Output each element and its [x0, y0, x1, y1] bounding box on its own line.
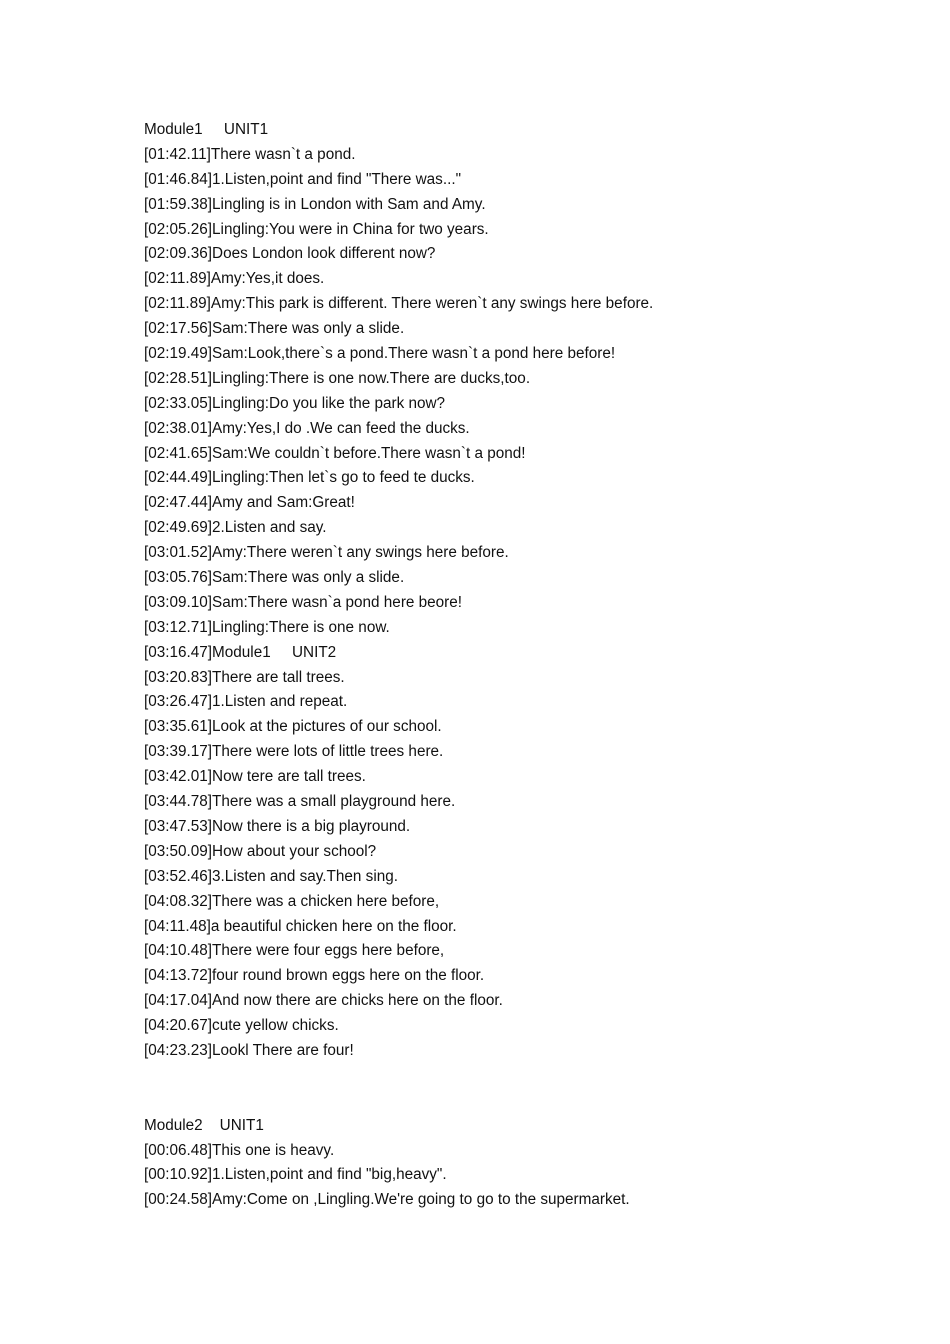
transcript-line: [03:44.78]There was a small playground here. [144, 793, 456, 811]
transcript-content [144, 118, 904, 1213]
transcript-line: [02:38.01]Amy:Yes,I do .We can feed the ducks. [144, 419, 470, 437]
transcript-line: [03:39.17]There were lots of little trees here. [144, 743, 444, 761]
transcript-line: [02:11.89]Amy:This park is different. There weren`t any swings here before. [144, 295, 654, 313]
transcript-line: [03:35.61]Look at the pictures of our school. [144, 718, 442, 736]
transcript-line: [02:05.26]Lingling:You were in China for two years. [144, 220, 489, 238]
transcript-line: [01:46.84]1.Listen,point and find "There was..." [144, 170, 461, 188]
transcript-line: [00:24.58]Amy:Come on ,Lingling.We're going to go to the supermarket. [144, 1191, 630, 1209]
transcript-line: [02:33.05]Lingling:Do you like the park now? [144, 394, 446, 412]
section-heading: Module2 UNIT1 [144, 1116, 264, 1134]
transcript-line: [03:20.83]There are tall trees. [144, 668, 345, 686]
transcript-line: [02:41.65]Sam:We couldn`t before.There wasn`t a pond! [144, 444, 526, 462]
transcript-line: [03:47.53]Now there is a big playround. [144, 817, 411, 835]
transcript-line: [02:44.49]Lingling:Then let`s go to feed te ducks. [144, 469, 475, 487]
transcript-line: [02:47.44]Amy and Sam:Great! [144, 494, 355, 512]
transcript-line: [03:26.47]1.Listen and repeat. [144, 693, 348, 711]
transcript-line: [04:20.67]cute yellow chicks. [144, 1017, 339, 1035]
transcript-line: [04:10.48]There were four eggs here before, [144, 942, 445, 960]
transcript-line: [01:42.11]There wasn`t a pond. [144, 145, 356, 163]
transcript-line: [03:42.01]Now tere are tall trees. [144, 768, 366, 786]
transcript-line: [03:16.47]Module1 UNIT2 [144, 643, 337, 661]
transcript-line: [00:10.92]1.Listen,point and find "big,heavy". [144, 1166, 447, 1184]
transcript-line: [04:11.48]a beautiful chicken here on the floor. [144, 917, 457, 935]
transcript-line: [01:59.38]Lingling is in London with Sam and Amy. [144, 195, 486, 213]
transcript-line: [02:09.36]Does London look different now? [144, 245, 436, 263]
transcript-line: [04:17.04]And now there are chicks here on the floor. [144, 992, 503, 1010]
transcript-line: [03:01.52]Amy:There weren`t any swings here before. [144, 544, 509, 562]
transcript-line: [02:49.69]2.Listen and say. [144, 519, 327, 537]
section-module2-unit1 [144, 1114, 904, 1214]
transcript-line: [03:05.76]Sam:There was only a slide. [144, 569, 405, 587]
transcript-line: [03:50.09]How about your school? [144, 842, 377, 860]
transcript-line: [02:19.49]Sam:Look,there`s a pond.There wasn`t a pond here before! [144, 345, 616, 363]
transcript-line: [02:28.51]Lingling:There is one now.There are ducks,too. [144, 369, 531, 387]
transcript-line: [03:12.71]Lingling:There is one now. [144, 618, 390, 636]
transcript-line: [00:06.48]This one is heavy. [144, 1141, 335, 1159]
transcript-line: [03:09.10]Sam:There wasn`a pond here beore! [144, 593, 463, 611]
transcript-line: [02:11.89]Amy:Yes,it does. [144, 270, 325, 288]
transcript-line: [04:13.72]four round brown eggs here on the floor. [144, 967, 485, 985]
transcript-line: [02:17.56]Sam:There was only a slide. [144, 320, 405, 338]
section-heading: Module1 UNIT1 [144, 121, 269, 138]
transcript-line: [04:23.23]Lookl There are four! [144, 1041, 354, 1059]
section-module1-unit1 [144, 118, 904, 1064]
transcript-line: [03:52.46]3.Listen and say.Then sing. [144, 867, 398, 885]
transcript-line: [04:08.32]There was a chicken here before, [144, 892, 440, 910]
section-spacer [144, 1064, 904, 1114]
